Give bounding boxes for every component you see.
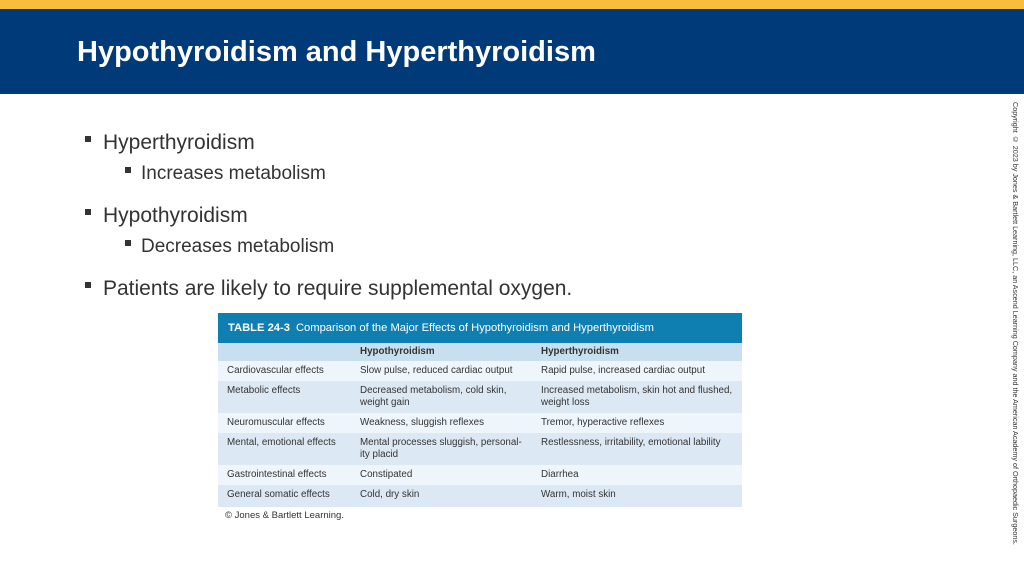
table-row: [218, 381, 742, 413]
table-row: [218, 433, 742, 465]
bullet-text: Hyperthyroidism: [103, 131, 255, 154]
column-header: Hyperthyroidism: [541, 346, 619, 357]
table-cell: Constipated: [360, 469, 413, 480]
image-credit: © Jones & Bartlett Learning.: [225, 510, 344, 521]
table-row: [218, 485, 742, 507]
bullet-hypothyroidism: [85, 204, 248, 228]
table-cell: Metabolic effects: [227, 385, 301, 396]
table-cell: Weakness, sluggish reflexes: [360, 417, 484, 428]
bullet-text: Decreases metabolism: [141, 236, 335, 257]
table-caption: Comparison of the Major Effects of Hypothyroidism and Hyperthyroidism: [295, 322, 654, 334]
bullet-text: Patients are likely to require supplemental oxygen.: [103, 277, 573, 300]
table-cell: Gastrointestinal effects: [227, 469, 327, 480]
table-cell: Rapid pulse, increased cardiac output: [541, 365, 705, 376]
table-title-bar: [218, 313, 742, 343]
table-cell: Decreased metabolism, cold skin, weight gain: [360, 385, 507, 408]
bullet-square-icon: [85, 209, 91, 215]
table-cell: Mental processes sluggish, personal-ity placid: [360, 437, 522, 460]
bullet-hyperthyroidism: [85, 131, 255, 155]
table-cell: Increased metabolism, skin hot and flushed, weight loss: [541, 385, 733, 408]
sub-bullet-increases: [125, 163, 326, 185]
table-row: [218, 465, 742, 485]
table-cell: Cardiovascular effects: [227, 365, 324, 376]
table-number: TABLE 24-3: [228, 322, 290, 334]
bullet-square-icon: [125, 240, 131, 246]
table-cell: Diarrhea: [541, 469, 579, 480]
comparison-table: [218, 313, 742, 507]
table-cell: General somatic effects: [227, 489, 330, 500]
accent-stripe: [0, 0, 1024, 9]
table-cell: Warm, moist skin: [541, 489, 616, 500]
table-cell: Restlessness, irritability, emotional lability: [541, 437, 721, 448]
bullet-square-icon: [85, 136, 91, 142]
table-header-row: [218, 343, 742, 361]
table-cell: Neuromuscular effects: [227, 417, 325, 428]
table-cell: Mental, emotional effects: [227, 437, 336, 448]
table-row: [218, 361, 742, 381]
table-row: [218, 413, 742, 433]
sub-bullet-decreases: [125, 236, 334, 258]
bullet-text: Hypothyroidism: [103, 204, 248, 227]
column-header: Hypothyroidism: [360, 346, 435, 357]
table-cell: Cold, dry skin: [360, 489, 420, 500]
copyright-notice: Copyright © 2023 by Jones & Bartlett Learning, LLC, an Ascend Learning Company and the American Academy of Orthopaedic Surgeons.: [1011, 102, 1020, 545]
bullet-supplemental-oxygen: [85, 277, 572, 301]
table-cell: Tremor, hyperactive reflexes: [541, 417, 665, 428]
slide-title: Hypothyroidism and Hyperthyroidism: [77, 36, 596, 68]
bullet-text: Increases metabolism: [141, 163, 326, 184]
bullet-square-icon: [85, 282, 91, 288]
bullet-square-icon: [125, 167, 131, 173]
table-cell: Slow pulse, reduced cardiac output: [360, 365, 513, 376]
